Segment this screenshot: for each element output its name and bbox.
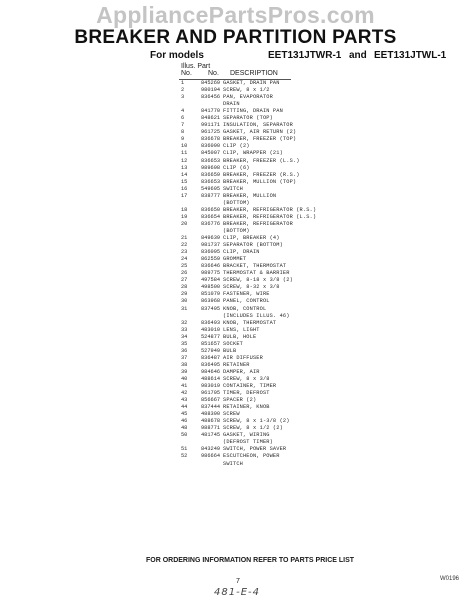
parts-row [181, 411, 431, 418]
illus-number: 9 [181, 136, 185, 143]
part-description: GASKET, DRAIN PAN [223, 80, 280, 86]
parts-row [181, 80, 431, 87]
part-number [201, 101, 223, 108]
illus-number: 12 [181, 157, 188, 164]
illus-number: 15 [181, 178, 188, 185]
part-number: 863968 [201, 298, 221, 305]
illus-number: 52 [181, 453, 188, 460]
illus-number: 35 [181, 340, 188, 347]
illus-number: 30 [181, 298, 188, 305]
part-number: 848621 [201, 115, 221, 122]
part-number [201, 228, 223, 235]
illus-number: 32 [181, 319, 188, 326]
part-description: PANEL, CONTROL [223, 298, 270, 305]
part-number [201, 313, 223, 320]
part-number: 836493 [201, 319, 221, 326]
illus-number: 44 [181, 404, 188, 411]
part-number: 841770 [201, 108, 221, 115]
part-description: SWITCH [223, 185, 243, 192]
part-description: SOCKET [223, 340, 243, 347]
illus-number: 40 [181, 375, 188, 382]
parts-row [181, 115, 431, 122]
part-description: KNOB, CONTROL [223, 305, 267, 312]
part-description: THERMOSTAT & BARRIER [223, 270, 290, 277]
illus-number: 26 [181, 270, 188, 277]
parts-row [181, 284, 431, 291]
parts-row [181, 341, 431, 348]
illus-number: 29 [181, 291, 188, 298]
part-number: 986664 [201, 453, 221, 460]
illus-number: 24 [181, 256, 188, 263]
parts-row [181, 383, 431, 390]
parts-row [181, 291, 431, 298]
parts-row [181, 277, 431, 284]
part-number: 488390 [201, 411, 221, 418]
and-word: and [349, 50, 367, 61]
part-description: SCREW, 8 x 1/2 [223, 87, 270, 94]
illus-number [181, 200, 201, 207]
part-description: GROMMET [223, 256, 247, 263]
parts-row [181, 101, 431, 108]
part-description: SCREW, 8 x 1/2 (2) [223, 425, 283, 432]
part-description: DAMPER, AIR [223, 368, 260, 375]
model-number-b: EET131JTWL-1 [374, 50, 447, 61]
part-number: 836678 [201, 136, 221, 143]
parts-row [181, 256, 431, 263]
parts-row [181, 432, 431, 439]
illus-number: 22 [181, 242, 188, 249]
part-description: KNOB, THERMOSTAT [223, 319, 277, 326]
illus-number: 51 [181, 446, 188, 453]
part-number: 481745 [201, 432, 221, 439]
part-number: 989698 [201, 164, 221, 171]
part-number: 836654 [201, 213, 221, 220]
parts-row [181, 179, 431, 186]
illus-number: 1 [181, 80, 185, 86]
illus-number: 25 [181, 263, 188, 270]
part-description: SCREW, 8 x 3/8 [223, 375, 270, 382]
part-description: CLIP (2) [223, 143, 250, 150]
part-description: BREAKER, MULLION [223, 192, 277, 199]
illus-number: 2 [181, 87, 185, 94]
part-description: FITTING, DRAIN PAN [223, 108, 283, 115]
part-description: SCREW, 8-32 x 3/8 [223, 284, 280, 291]
illus-number: 13 [181, 164, 188, 171]
part-description: BREAKER, MULLION (TOP) [223, 178, 297, 185]
part-description: SCREW, 8-18 x 3/8 (2) [223, 277, 293, 284]
part-description: PAN, EVAPORATOR [223, 94, 273, 101]
part-number [201, 200, 223, 207]
part-number: 488614 [201, 375, 221, 382]
part-description: BREAKER, REFRIGERATOR [223, 220, 293, 227]
table-header-top: Illus. Part [181, 63, 211, 70]
illus-number [181, 228, 201, 235]
part-number: 843249 [201, 446, 221, 453]
part-description: CLIP, BREAKER (4) [223, 235, 280, 242]
part-number: 845269 [201, 80, 221, 86]
illus-number: 10 [181, 143, 188, 150]
part-description: CLIP, DRAIN [223, 249, 260, 256]
part-number: 836653 [201, 178, 221, 185]
part-description: BREAKER, FREEZER (L.S.) [223, 157, 300, 164]
illus-number: 41 [181, 383, 188, 390]
parts-row [181, 193, 431, 200]
illus-number: 11 [181, 150, 188, 157]
parts-row [181, 221, 431, 228]
illus-number: 23 [181, 249, 188, 256]
part-number: 961725 [201, 129, 221, 136]
document-code: W0196 [440, 576, 460, 582]
handwritten-note: 481-E-4 [214, 587, 260, 598]
parts-row [181, 136, 431, 143]
illus-number: 6 [181, 115, 185, 122]
part-number: 488678 [201, 418, 221, 425]
parts-row [181, 327, 431, 334]
part-number: 836487 [201, 354, 221, 361]
part-number: 862559 [201, 256, 221, 263]
part-number: 838777 [201, 192, 221, 199]
illus-number: 43 [181, 397, 188, 404]
part-number: 991171 [201, 122, 221, 129]
parts-row [181, 446, 431, 453]
part-number: 498500 [201, 284, 221, 291]
illus-number: 46 [181, 418, 188, 425]
part-description: CLIP (6) [223, 164, 250, 171]
parts-row [181, 425, 431, 432]
model-number-a: EET131JTWR-1 [268, 50, 342, 61]
part-description: SWITCH [223, 460, 243, 467]
parts-row [181, 172, 431, 179]
illus-number: 45 [181, 411, 188, 418]
parts-row [181, 165, 431, 172]
part-number: 984646 [201, 368, 221, 375]
illus-number: 50 [181, 432, 188, 439]
parts-row [181, 376, 431, 383]
part-number [201, 439, 223, 446]
part-number: 549695 [201, 185, 221, 192]
part-description: BREAKER, FREEZER (R.S.) [223, 171, 300, 178]
parts-row [181, 158, 431, 165]
parts-row [181, 461, 431, 468]
part-description: BREAKER, REFRIGERATOR (L.S.) [223, 213, 317, 220]
parts-row [181, 298, 431, 305]
illus-number: 36 [181, 347, 188, 354]
parts-row [181, 362, 431, 369]
part-description: RETAINER [223, 361, 250, 368]
part-description: GASKET, WIRING [223, 432, 270, 439]
part-description: BRACKET, THERMOSTAT [223, 263, 287, 270]
part-number: 961795 [201, 390, 221, 397]
models-label: For models [150, 50, 204, 61]
parts-row [181, 242, 431, 249]
part-number: 524877 [201, 333, 221, 340]
part-description: SCREW [223, 411, 240, 418]
ordering-note: FOR ORDERING INFORMATION REFER TO PARTS PRICE LIST [145, 557, 355, 564]
illus-number: 3 [181, 94, 185, 101]
parts-row [181, 334, 431, 341]
parts-row [181, 108, 431, 115]
part-description: AIR DIFFUSER [223, 354, 263, 361]
part-description: ESCUTCHEON, POWER [223, 453, 280, 460]
part-description: SEPARATOR (BOTTOM) [223, 242, 283, 249]
illus-number [181, 461, 201, 468]
col-header-no: No. [181, 70, 192, 77]
part-number: 836090 [201, 143, 221, 150]
illus-number: 4 [181, 108, 185, 115]
part-number: 527949 [201, 347, 221, 354]
parts-list [181, 80, 431, 468]
illus-number: 39 [181, 368, 188, 375]
part-description: BULB [223, 347, 237, 354]
illus-number: 42 [181, 390, 188, 397]
illus-number: 17 [181, 192, 188, 199]
parts-row [181, 129, 431, 136]
part-description: SCREW, 8 x 1-3/8 (2) [223, 418, 290, 425]
part-description: TIMER, DEFROST [223, 390, 270, 397]
parts-row [181, 270, 431, 277]
part-number: 836653 [201, 157, 221, 164]
parts-row [181, 235, 431, 242]
illus-number [181, 439, 201, 446]
part-number: 837444 [201, 404, 221, 411]
parts-row [181, 122, 431, 129]
part-number: 981737 [201, 242, 221, 249]
part-number: 989775 [201, 270, 221, 277]
parts-row [181, 453, 431, 460]
illus-number: 8 [181, 129, 185, 136]
part-number: 836456 [201, 94, 221, 101]
illus-number [181, 101, 201, 108]
part-description: CLIP, WRAPPER (21) [223, 150, 283, 157]
parts-row [181, 143, 431, 150]
part-description: (BOTTOM) [223, 227, 250, 234]
part-description: DRAIN [223, 101, 240, 108]
part-number: 983019 [201, 383, 221, 390]
illus-number: 18 [181, 206, 188, 213]
site-watermark: AppliancePartsPros.com [96, 2, 375, 28]
parts-row [181, 207, 431, 214]
parts-row [181, 87, 431, 94]
illus-number: 19 [181, 213, 188, 220]
parts-row [181, 249, 431, 256]
part-description: BULB, HOLE [223, 333, 257, 340]
part-number: 849639 [201, 235, 221, 242]
col-header-description: DESCRIPTION [230, 70, 278, 77]
parts-row [181, 404, 431, 411]
part-description: CONTAINER, TIMER [223, 383, 277, 390]
part-number: 845007 [201, 150, 221, 157]
part-number [201, 461, 223, 468]
illus-number: 20 [181, 220, 188, 227]
part-number: 836646 [201, 263, 221, 270]
illus-number: 31 [181, 305, 188, 312]
illus-number: 14 [181, 171, 188, 178]
part-number: 856667 [201, 397, 221, 404]
parts-row [181, 320, 431, 327]
part-description: (BOTTOM) [223, 199, 250, 206]
part-number: 836095 [201, 249, 221, 256]
parts-row [181, 94, 431, 101]
illus-number: 28 [181, 284, 188, 291]
illus-number: 16 [181, 185, 188, 192]
part-description: (DEFROST TIMER) [223, 439, 273, 446]
page-title: BREAKER AND PARTITION PARTS [74, 27, 397, 48]
parts-row [181, 150, 431, 157]
part-number: 837495 [201, 305, 221, 312]
part-description: SPACER (2) [223, 397, 257, 404]
part-description: RETAINER, KNOB [223, 404, 270, 411]
parts-row [181, 369, 431, 376]
parts-row [181, 313, 431, 320]
parts-row [181, 439, 431, 446]
part-description: (INCLUDES ILLUS. 46) [223, 312, 290, 319]
illus-number: 48 [181, 425, 188, 432]
part-number: 851079 [201, 291, 221, 298]
page-number: 7 [236, 578, 240, 585]
part-number: 836659 [201, 171, 221, 178]
part-number: 497584 [201, 277, 221, 284]
part-description: BREAKER, FREEZER (TOP) [223, 136, 297, 143]
parts-row [181, 390, 431, 397]
part-number: 836650 [201, 206, 221, 213]
parts-row [181, 228, 431, 235]
part-description: SEPARATOR (TOP) [223, 115, 273, 122]
illus-number [181, 313, 201, 320]
parts-row [181, 214, 431, 221]
part-number: 988771 [201, 425, 221, 432]
illus-number: 37 [181, 354, 188, 361]
part-description: INSULATION, SEPARATOR [223, 122, 293, 129]
part-number: 836776 [201, 220, 221, 227]
illus-number: 38 [181, 361, 188, 368]
part-number: 851657 [201, 340, 221, 347]
part-description: SWITCH, POWER SAVER [223, 446, 287, 453]
parts-row [181, 348, 431, 355]
part-description: LENS, LIGHT [223, 326, 260, 333]
illus-number: 7 [181, 122, 185, 129]
part-number: 836495 [201, 361, 221, 368]
parts-row [181, 200, 431, 207]
parts-row [181, 397, 431, 404]
parts-row [181, 186, 431, 193]
illus-number: 34 [181, 333, 188, 340]
part-description: GASKET, AIR RETURN (2) [223, 129, 297, 136]
illus-number: 27 [181, 277, 188, 284]
part-number: 483010 [201, 326, 221, 333]
parts-row [181, 306, 431, 313]
parts-row [181, 418, 431, 425]
part-description: BREAKER, REFRIGERATOR (R.S.) [223, 206, 317, 213]
parts-row [181, 263, 431, 270]
illus-number: 33 [181, 326, 188, 333]
parts-row [181, 355, 431, 362]
part-number: 980194 [201, 87, 221, 94]
col-header-part-no: No. [208, 70, 219, 77]
part-description: FASTENER, WIRE [223, 291, 270, 298]
illus-number: 21 [181, 235, 188, 242]
